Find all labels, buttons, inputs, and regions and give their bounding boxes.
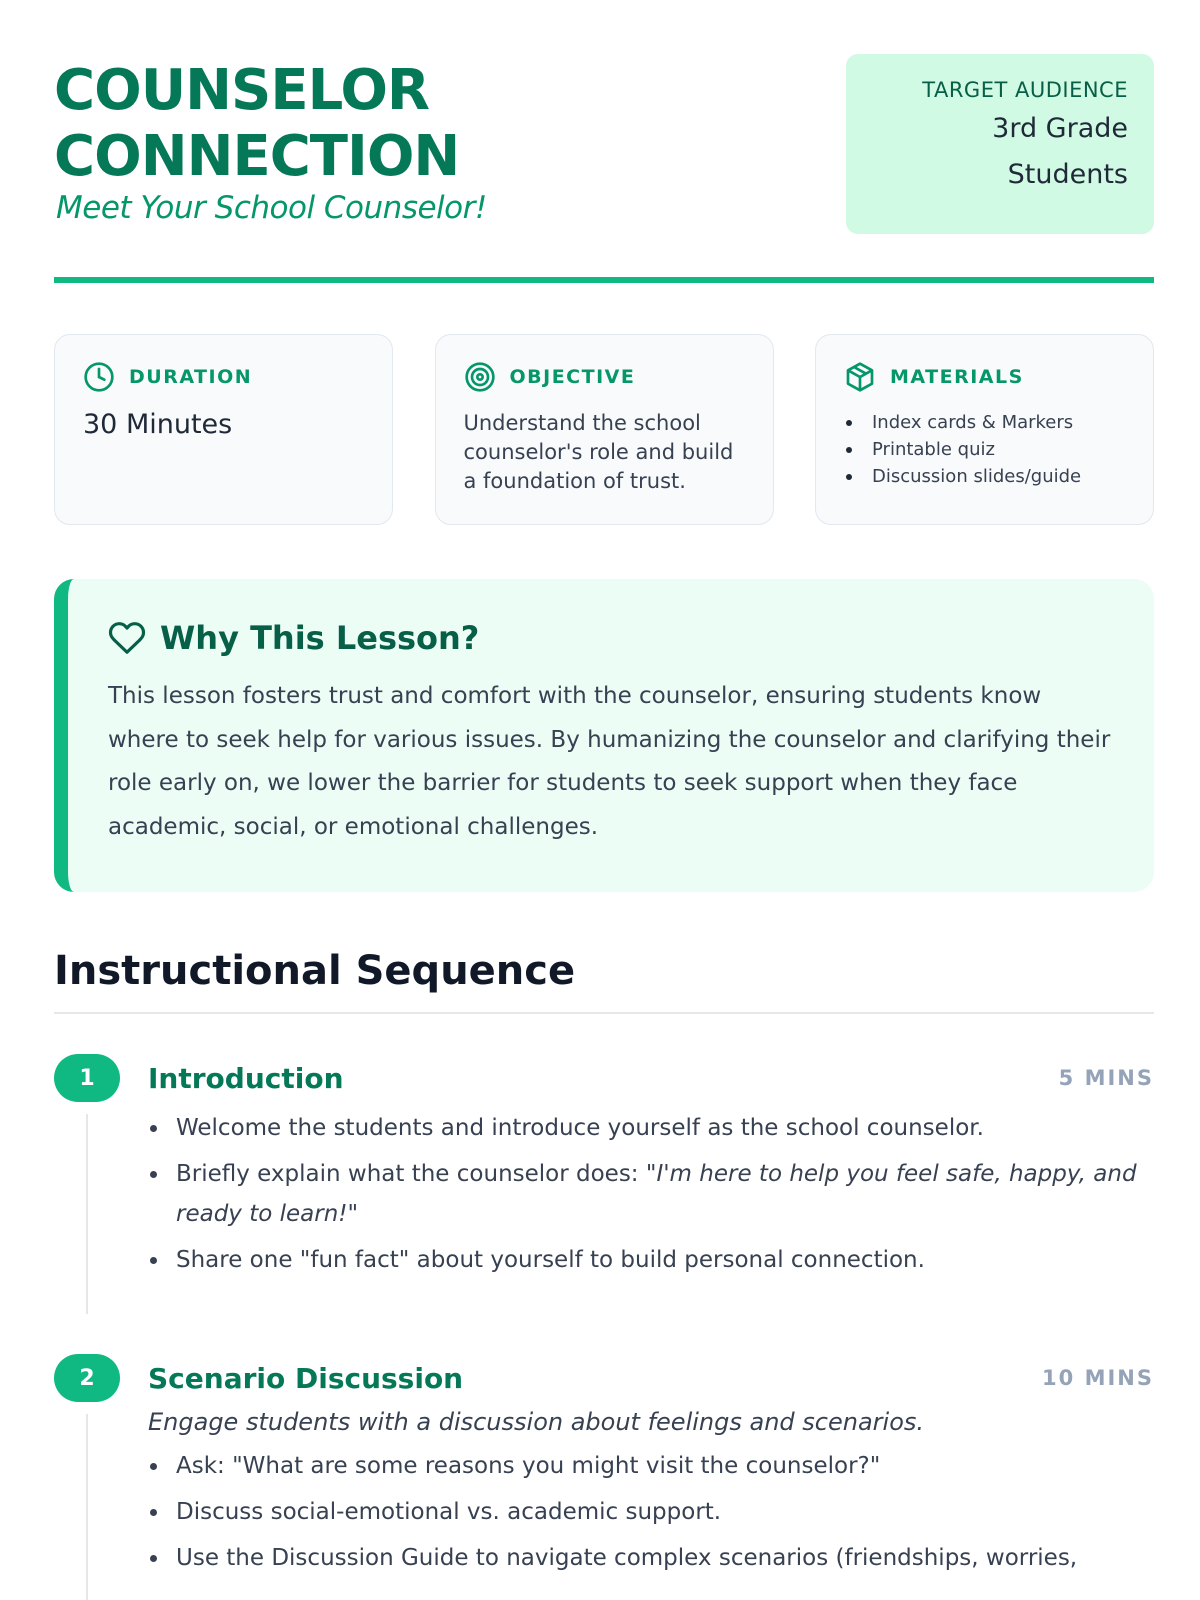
header <box>54 0 1154 283</box>
title-line-2: CONNECTION <box>54 124 460 189</box>
why-this-lesson-box <box>54 579 1154 892</box>
materials-label: MATERIALS <box>890 366 1024 388</box>
clock-icon <box>83 361 115 393</box>
page-subtitle: Meet Your School Counselor! <box>56 190 487 226</box>
step-description: Engage students with a discussion about feelings and scenarios. <box>148 1408 925 1436</box>
objective-card <box>435 334 774 525</box>
list-item: Use the Discussion Guide to navigate complex scenarios (friendships, worries, <box>148 1538 1154 1578</box>
box-icon <box>844 361 876 393</box>
list-item: Welcome the students and introduce yourself as the school counselor. <box>148 1108 1154 1148</box>
target-audience-box <box>846 54 1154 234</box>
objective-label: OBJECTIVE <box>509 366 636 388</box>
materials-card <box>815 334 1154 525</box>
steps-list <box>54 1054 1154 1578</box>
audience-line-2: Students <box>1007 159 1128 190</box>
objective-text: Understand the school counselor's role and build a foundation of trust. <box>463 411 734 493</box>
step-connector <box>86 1414 88 1600</box>
step-number: 2 <box>54 1354 120 1402</box>
why-title: Why This Lesson? <box>160 619 480 657</box>
step-connector <box>86 1114 88 1314</box>
title-line-1: COUNSELOR <box>54 58 430 123</box>
audience-label: TARGET AUDIENCE <box>922 78 1128 102</box>
duration-label: DURATION <box>129 366 253 388</box>
materials-list <box>844 409 1125 490</box>
target-icon <box>464 361 496 393</box>
step-introduction <box>54 1054 1154 1354</box>
list-item: Share one "fun fact" about yourself to build personal connection. <box>148 1240 1154 1280</box>
list-item <box>148 1154 1154 1234</box>
step-items <box>148 1108 1154 1280</box>
info-cards <box>54 334 1154 525</box>
duration-value: 30 Minutes <box>83 409 233 440</box>
counselor-quote: "I'm here to help you feel safe, happy, and ready to learn!" <box>176 1161 1137 1227</box>
list-item: Printable quiz <box>844 436 1125 463</box>
list-item: Ask: "What are some reasons you might visit the counselor?" <box>148 1446 1154 1486</box>
audience-value <box>872 106 1128 198</box>
page-title <box>54 58 459 190</box>
step-title: Scenario Discussion <box>148 1361 464 1395</box>
list-item: Discussion slides/guide <box>844 463 1125 490</box>
step-number: 1 <box>54 1054 120 1102</box>
step-title: Introduction <box>148 1061 344 1095</box>
duration-card <box>54 334 393 525</box>
heart-icon <box>108 619 146 657</box>
list-item: Index cards & Markers <box>844 409 1125 436</box>
step-scenario-discussion <box>54 1354 1154 1578</box>
audience-line-1: 3rd Grade <box>992 113 1128 144</box>
list-item-text: Briefly explain what the counselor does: <box>176 1161 646 1187</box>
step-items <box>148 1446 1154 1578</box>
step-duration: 5 MINS <box>1058 1066 1154 1090</box>
step-duration: 10 MINS <box>1042 1366 1154 1390</box>
list-item: Discuss social-emotional vs. academic support. <box>148 1492 1154 1532</box>
sequence-title: Instructional Sequence <box>54 948 1154 1014</box>
why-body: This lesson fosters trust and comfort with the counselor, ensuring students know where to seek help for various issues. By humanizing the counselor and clarifying their role early on, we lower the barrier for students to seek support when they face academic, social, or emotional challenges. <box>108 683 1111 840</box>
